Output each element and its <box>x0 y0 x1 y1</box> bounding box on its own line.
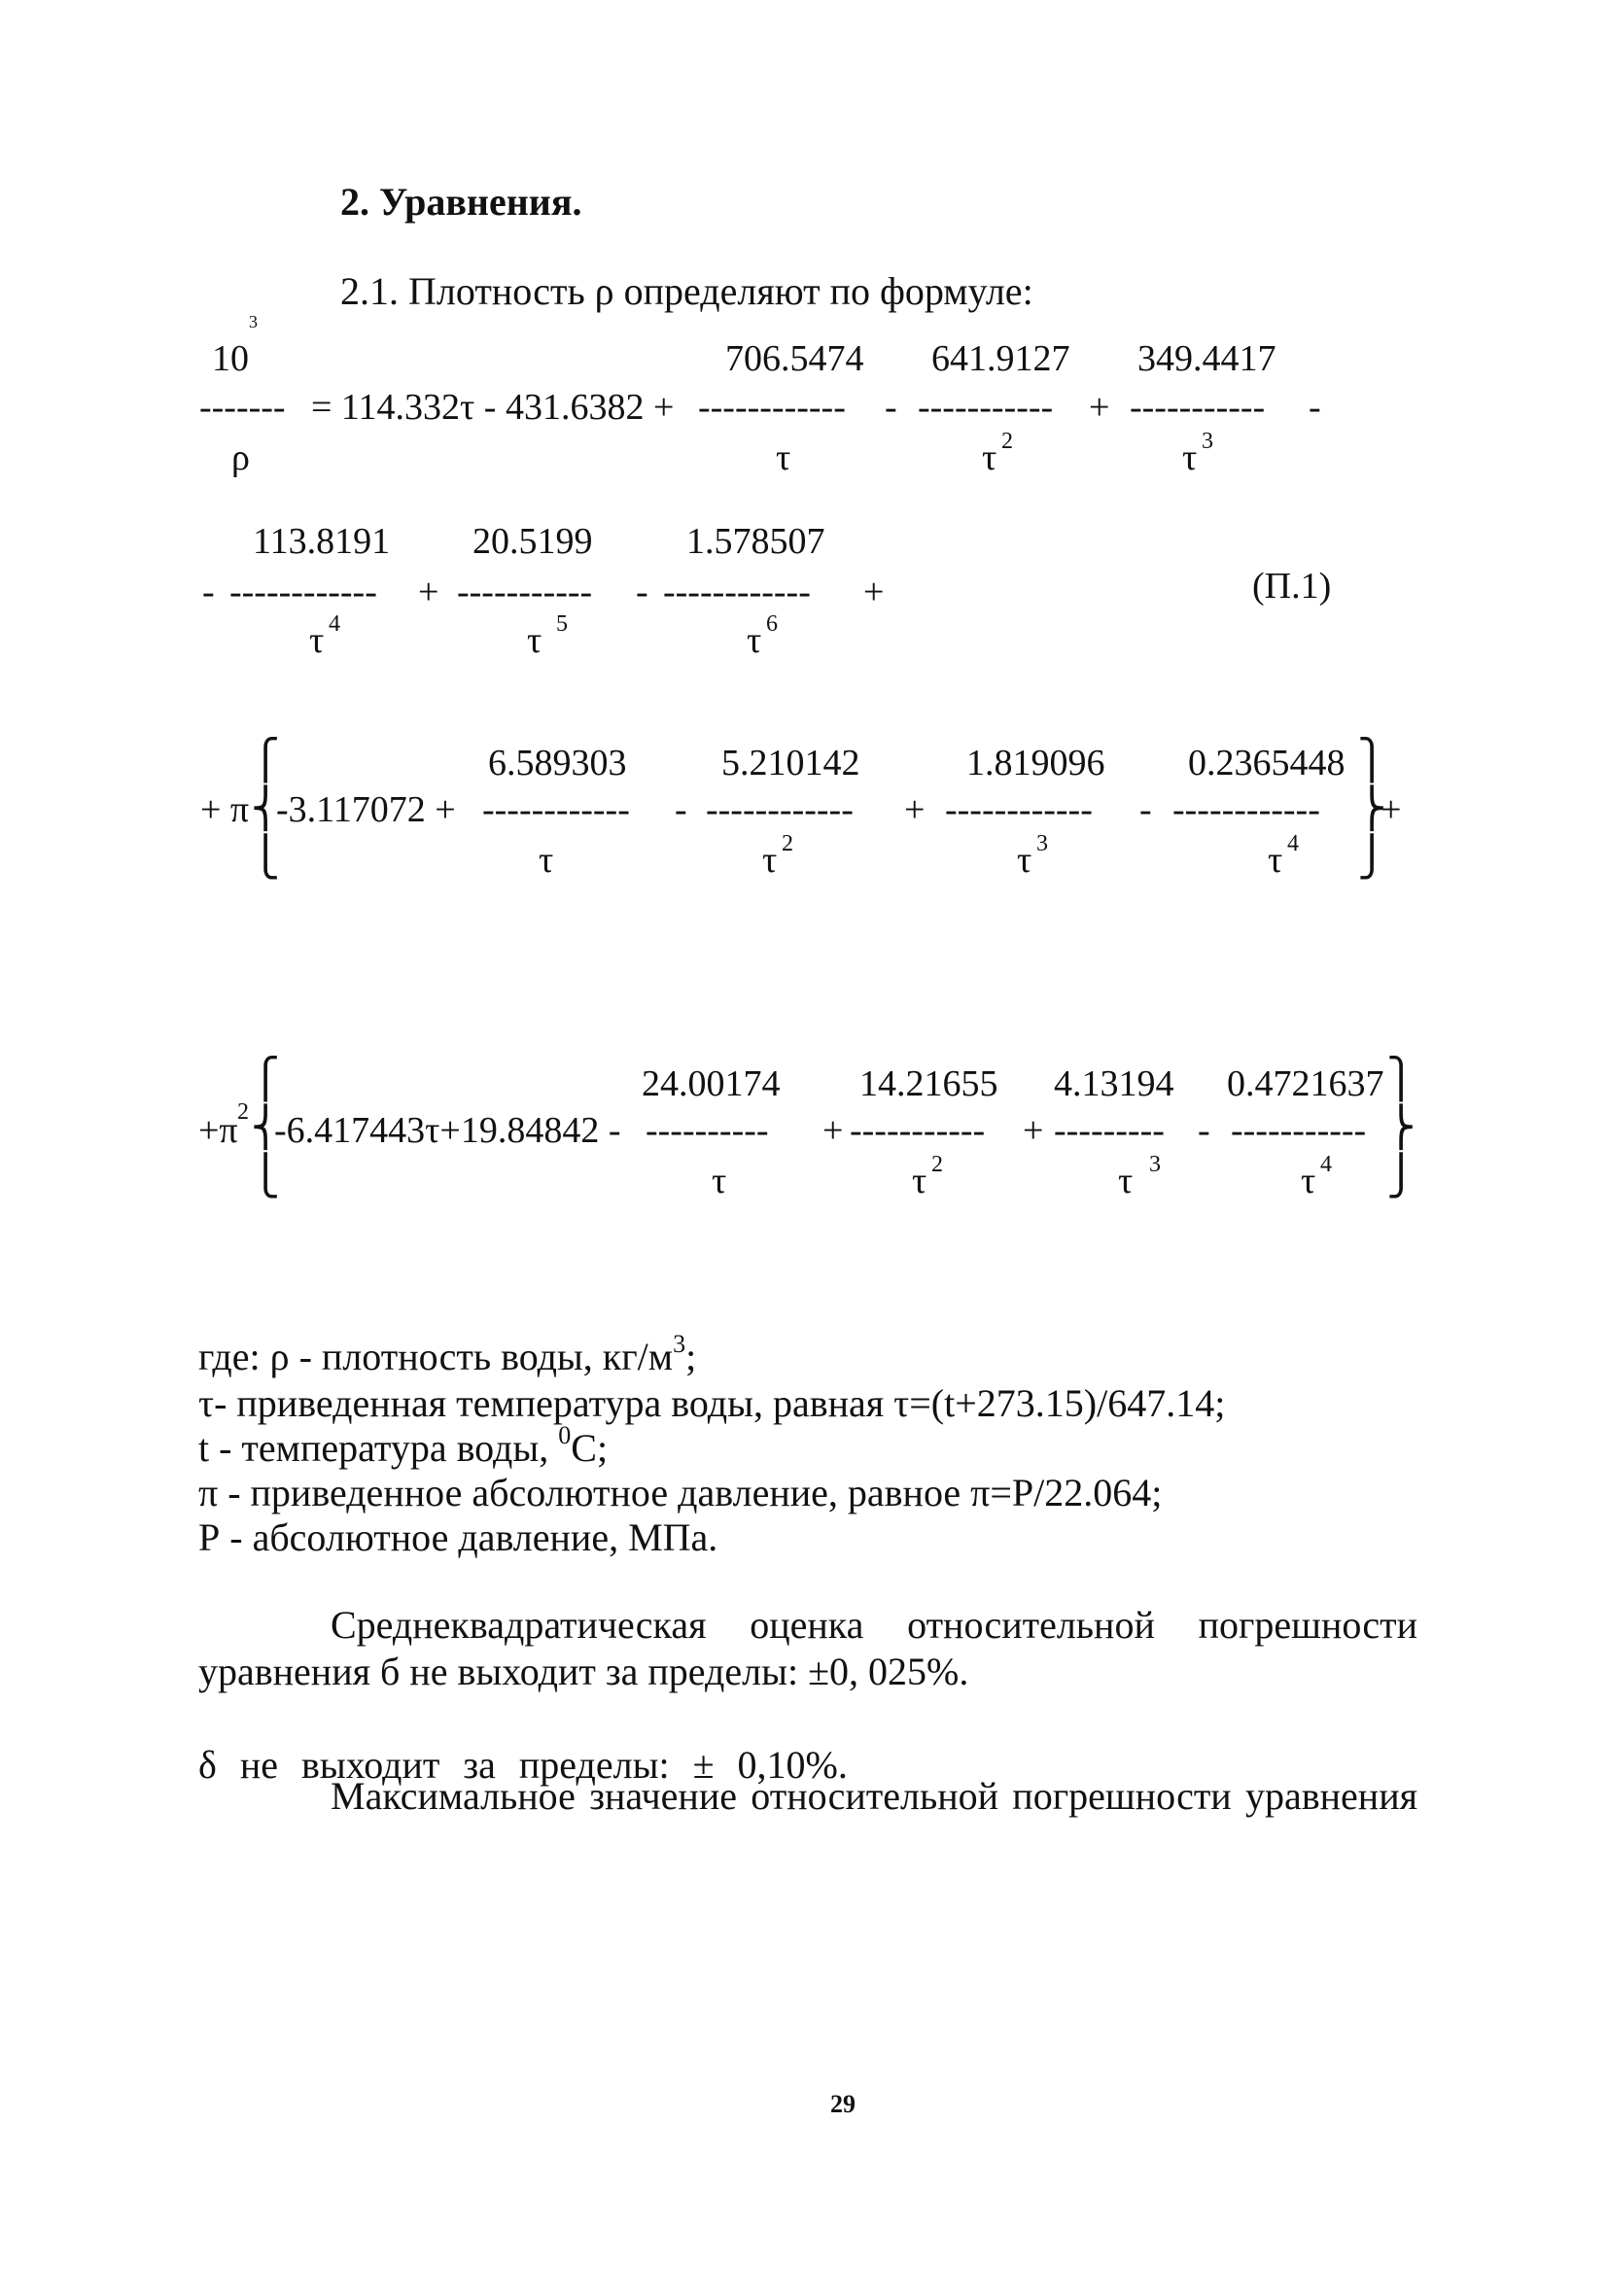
fraction-bar: ------------ <box>1172 789 1320 830</box>
numerator: 349.4417 <box>1137 338 1276 379</box>
definition-rho <box>198 1330 697 1378</box>
operator: + <box>822 1110 844 1151</box>
intro-text: 2.1. Плотность ρ определяют по формуле: <box>340 269 1033 313</box>
operator: + <box>1023 1110 1044 1151</box>
denominator-exponent: 4 <box>1320 1152 1332 1177</box>
numerator: 641.9127 <box>931 338 1070 379</box>
paragraph-1-line-1 <box>331 1603 1417 1647</box>
denominator-exponent: 3 <box>1149 1152 1161 1177</box>
numerator: 0.2365448 <box>1188 743 1346 783</box>
first-term: -6.417443τ+19.84842 - <box>274 1110 621 1151</box>
fraction-bar: ----------- <box>850 1110 986 1151</box>
pi-factor: + π <box>200 789 250 830</box>
numerator: 0.4721637 <box>1227 1063 1384 1104</box>
fraction-bar: ---------- <box>646 1110 769 1151</box>
fraction-bar: ----------- <box>918 387 1054 428</box>
definition-tau: τ- приведенная температура воды, равная τ=(t+273.15)/647.14; <box>198 1381 1226 1425</box>
numerator: 14.21655 <box>859 1063 998 1104</box>
right-bracket-mid: ⎬ <box>1386 1105 1416 1149</box>
denominator: τ <box>747 620 762 661</box>
denominator: τ <box>762 840 778 881</box>
denominator-exponent: 3 <box>1036 831 1048 856</box>
page-number: 29 <box>830 2090 856 2118</box>
denominator: τ <box>539 840 554 881</box>
operator: + <box>1089 387 1110 428</box>
denominator: τ <box>527 620 542 661</box>
denominator: τ <box>1118 1161 1134 1201</box>
denominator: τ <box>309 620 325 661</box>
definition-t <box>198 1421 609 1470</box>
paragraph-1-line-1-text: Среднеквадратическая оценка относительной погрешности <box>331 1603 1417 1647</box>
left-bracket-bottom: ⎩ <box>251 835 280 879</box>
fraction-bar: ------------ <box>706 789 854 830</box>
section-heading: 2. Уравнения. <box>340 180 582 224</box>
denominator-exponent: 6 <box>766 611 778 637</box>
fraction-bar: ------------ <box>482 789 630 830</box>
fraction-bar: --------- <box>1054 1110 1165 1151</box>
numerator: 1.819096 <box>966 743 1105 783</box>
operator: + <box>1381 789 1402 830</box>
fraction-bar: ----------- <box>1231 1110 1367 1151</box>
left-bracket-mid: ⎨ <box>251 1105 280 1149</box>
pi-exponent: 2 <box>237 1099 249 1125</box>
operator: + <box>863 572 885 612</box>
fraction-bar: ------------ <box>698 387 846 428</box>
rhs-main-terms: = 114.332τ - 431.6382 + <box>311 387 675 428</box>
numerator: 706.5474 <box>725 338 864 379</box>
definition-rho-end: ; <box>685 1335 697 1378</box>
numerator: 4.13194 <box>1054 1063 1174 1104</box>
operator: - <box>636 572 648 612</box>
operator: - <box>1139 789 1152 830</box>
left-bracket-bottom: ⎩ <box>251 1154 280 1198</box>
denominator: τ <box>1182 437 1198 478</box>
right-bracket-mid: ⎬ <box>1357 786 1386 830</box>
operator: - <box>1309 387 1321 428</box>
right-bracket-bottom: ⎭ <box>1357 835 1386 879</box>
definition-t-text: t - температура воды, <box>198 1426 559 1470</box>
left-bracket-top: ⎧ <box>251 738 280 782</box>
denominator-exponent: 2 <box>931 1152 943 1177</box>
numerator: 5.210142 <box>721 743 860 783</box>
paragraph-1-line-2: уравнения б не выходит за пределы: ±0, 025%. <box>198 1650 969 1693</box>
denominator: τ <box>982 437 997 478</box>
denominator-exponent: 2 <box>782 831 793 856</box>
lhs-denominator: ρ <box>231 437 250 478</box>
denominator-exponent: 5 <box>556 611 568 637</box>
denominator: τ <box>1017 840 1032 881</box>
fraction-bar: ------------ <box>663 572 811 612</box>
denominator: τ <box>1268 840 1283 881</box>
denominator: τ <box>712 1161 727 1201</box>
definition-rho-text: где: ρ - плотность воды, кг/м <box>198 1335 674 1378</box>
definition-p: Р - абсолютное давление, МПа. <box>198 1515 718 1559</box>
denominator-exponent: 2 <box>1001 429 1013 454</box>
left-bracket-mid: ⎨ <box>251 786 280 830</box>
equation-label: (П.1) <box>1252 566 1332 607</box>
operator: - <box>202 572 215 612</box>
left-bracket-top: ⎧ <box>251 1057 280 1100</box>
numerator: 113.8191 <box>253 521 391 562</box>
numerator: 1.578507 <box>686 521 825 562</box>
fraction-bar: ------------ <box>945 789 1093 830</box>
denominator: τ <box>912 1161 927 1201</box>
paragraph-2-line-2: δ не выходит за пределы: ± 0,10%. <box>198 1743 848 1787</box>
definition-pi: π - приведенное абсолютное давление, равное π=P/22.064; <box>198 1471 1163 1514</box>
numerator: 24.00174 <box>642 1063 781 1104</box>
definition-rho-exponent: 3 <box>673 1330 686 1358</box>
operator: - <box>1198 1110 1210 1151</box>
right-bracket-top: ⎫ <box>1386 1057 1416 1100</box>
denominator: τ <box>1301 1161 1316 1201</box>
numerator: 20.5199 <box>472 521 593 562</box>
paragraph-2-line-1 <box>331 1699 1417 1894</box>
operator: + <box>904 789 926 830</box>
right-bracket-bottom: ⎭ <box>1386 1154 1416 1198</box>
numerator: 6.589303 <box>488 743 627 783</box>
definition-t-exponent: 0 <box>558 1421 572 1449</box>
fraction-bar: ------------ <box>229 572 377 612</box>
first-term: -3.117072 + <box>276 789 456 830</box>
pi-factor: +π <box>198 1110 238 1151</box>
denominator-exponent: 3 <box>1202 429 1213 454</box>
paragraph-2-line-1-text: Максимальное значение относительной погрешности уравнения <box>331 1774 1417 1818</box>
denominator-exponent: 4 <box>329 611 340 637</box>
fraction-bar: ----------- <box>1130 387 1266 428</box>
fraction-bar: ----------- <box>457 572 593 612</box>
right-bracket-top: ⎫ <box>1357 738 1386 782</box>
denominator: τ <box>776 437 791 478</box>
denominator-exponent: 4 <box>1287 831 1299 856</box>
lhs-exponent: 3 <box>249 312 258 331</box>
definition-t-unit: С; <box>571 1426 609 1470</box>
operator: - <box>675 789 687 830</box>
operator: + <box>418 572 439 612</box>
lhs-fraction-bar: ------- <box>199 387 286 428</box>
lhs-numerator: 10 <box>212 338 249 379</box>
operator: - <box>885 387 897 428</box>
